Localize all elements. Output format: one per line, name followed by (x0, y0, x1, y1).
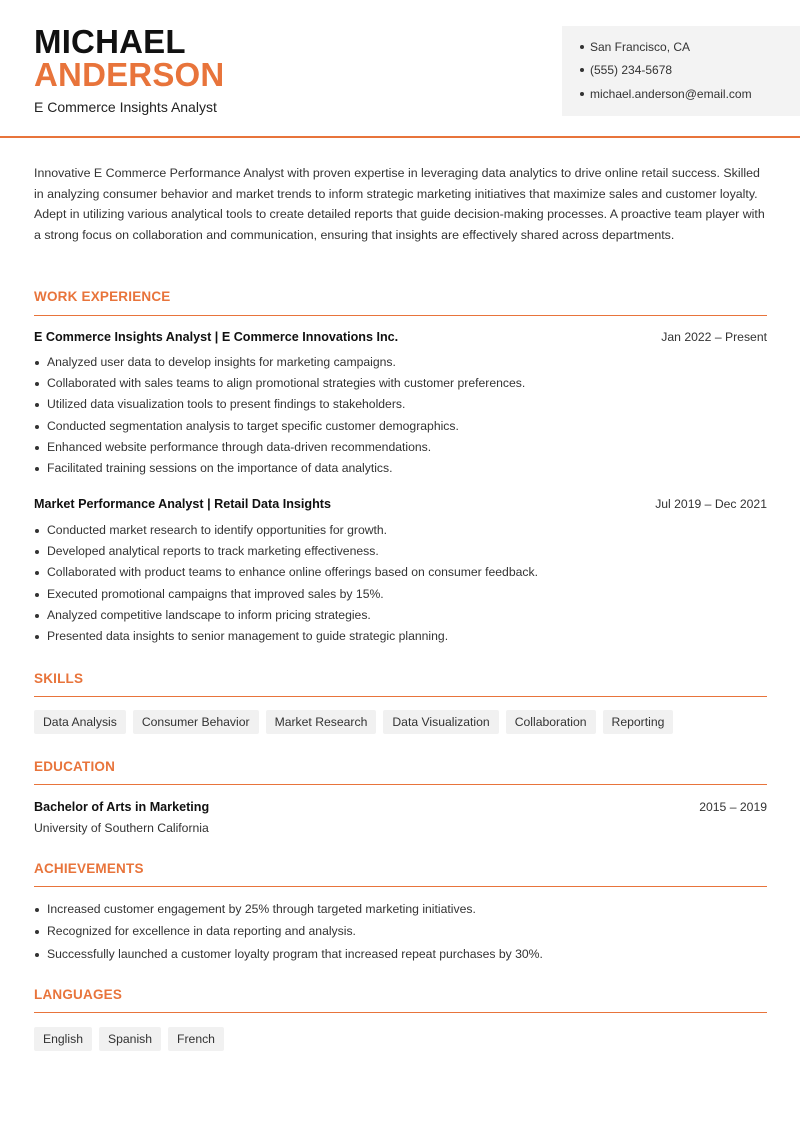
last-name: ANDERSON (34, 56, 225, 93)
list-item: Conducted market research to identify opportunities for growth. (34, 520, 767, 541)
job-role: Market Performance Analyst | Retail Data Insights (34, 497, 332, 511)
list-item: Utilized data visualization tools to present findings to stakeholders. (34, 394, 767, 415)
list-item: Collaborated with sales teams to align promotional strategies with customer preferences. (34, 373, 767, 394)
education-degree: Bachelor of Arts in Marketing (34, 800, 210, 814)
first-name: MICHAEL (34, 23, 186, 60)
education-dates: 2015 – 2019 (699, 800, 767, 814)
education-school: University of Southern California (34, 821, 209, 835)
job-bullets (34, 520, 767, 647)
list-item: Successfully launched a customer loyalty program that increased repeat purchases by 30%. (34, 943, 767, 965)
contact-phone: (555) 234-5678 (580, 63, 672, 77)
list-item: Presented data insights to senior management to guide strategic planning. (34, 626, 767, 647)
section-title-work: WORK EXPERIENCE (34, 289, 171, 304)
language-tag: French (168, 1027, 224, 1051)
job-dates: Jan 2022 – Present (661, 330, 767, 344)
skill-tag: Collaboration (506, 710, 596, 734)
header-divider (0, 136, 800, 138)
skill-tag: Data Visualization (383, 710, 498, 734)
list-item: Executed promotional campaigns that improved sales by 15%. (34, 584, 767, 605)
section-title-languages: LANGUAGES (34, 987, 123, 1002)
skills-tags (34, 710, 673, 734)
section-divider (34, 886, 767, 887)
skill-tag: Consumer Behavior (133, 710, 259, 734)
contact-email[interactable]: michael.anderson@email.com (580, 87, 752, 101)
job-bullets (34, 352, 767, 479)
section-divider (34, 315, 767, 316)
job-header (34, 497, 767, 511)
bullet-icon (580, 92, 584, 96)
achievement-bullets (34, 898, 767, 965)
skill-tag: Market Research (266, 710, 377, 734)
language-tag: English (34, 1027, 92, 1051)
section-divider (34, 784, 767, 785)
section-title-achievements: ACHIEVEMENTS (34, 861, 144, 876)
skill-tag: Data Analysis (34, 710, 126, 734)
list-item: Facilitated training sessions on the importance of data analytics. (34, 458, 767, 479)
skill-tag: Reporting (603, 710, 674, 734)
resume-header (0, 0, 800, 137)
language-tags (34, 1027, 224, 1051)
list-item: Collaborated with product teams to enhance online offerings based on consumer feedback. (34, 562, 767, 583)
list-item: Conducted segmentation analysis to target specific customer demographics. (34, 416, 767, 437)
job-header (34, 330, 767, 344)
summary-paragraph: Innovative E Commerce Performance Analyst with proven expertise in leveraging data analytics to drive online retail success. Skilled in analyzing consumer behavior and market trends to inform strategic marketing initiatives that maximize sales and customer loyalty. Adept in utilizing various analytical tools to create detailed reports that guide decision-making processes. A proactive team player with a strong focus on collaboration and communication, ensuring that insights are effectively shared across departments. (34, 166, 765, 242)
contact-location: San Francisco, CA (580, 40, 690, 54)
bullet-icon (580, 68, 584, 72)
section-title-skills: SKILLS (34, 671, 84, 686)
section-divider (34, 696, 767, 697)
section-divider (34, 1012, 767, 1013)
bullet-icon (580, 45, 584, 49)
list-item: Analyzed user data to develop insights for marketing campaigns. (34, 352, 767, 373)
list-item: Increased customer engagement by 25% through targeted marketing initiatives. (34, 898, 767, 920)
job-role: E Commerce Insights Analyst | E Commerce Innovations Inc. (34, 330, 399, 344)
list-item: Developed analytical reports to track marketing effectiveness. (34, 541, 767, 562)
section-title-education: EDUCATION (34, 759, 116, 774)
list-item: Enhanced website performance through data-driven recommendations. (34, 437, 767, 458)
contact-box (562, 26, 800, 116)
job-dates: Jul 2019 – Dec 2021 (655, 497, 767, 511)
language-tag: Spanish (99, 1027, 161, 1051)
list-item: Recognized for excellence in data reporting and analysis. (34, 920, 767, 942)
list-item: Analyzed competitive landscape to inform pricing strategies. (34, 605, 767, 626)
job-title: E Commerce Insights Analyst (34, 99, 217, 115)
